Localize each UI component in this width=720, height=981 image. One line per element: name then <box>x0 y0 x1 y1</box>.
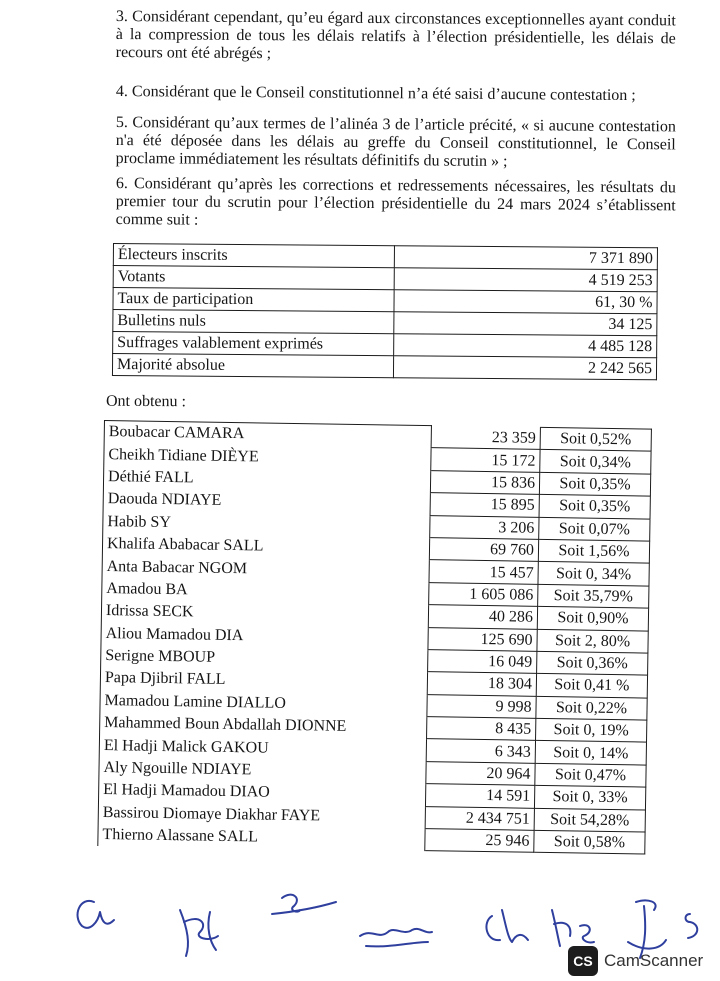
paragraph-3: 3. Considérant cependant, qu’eu égard aux circonstances exceptionnelles ayant conduit à la compression de tous les délais relatifs à l’élection présidentielle, les délais de recours ont été abrégés ; <box>115 8 676 63</box>
candidate-name: Thierno Alassane SALL <box>98 823 425 851</box>
signature-3 <box>272 895 336 914</box>
candidate-percentage: Soit 0,58% <box>534 830 645 854</box>
stats-label: Suffrages valablement exprimés <box>113 332 394 356</box>
candidate-votes: 15 895 <box>430 493 539 517</box>
stats-value: 4 519 253 <box>394 268 657 292</box>
candidate-votes: 18 304 <box>427 672 536 696</box>
signature-6 <box>552 910 594 946</box>
stats-label: Taux de participation <box>113 288 394 312</box>
candidate-votes: 9 998 <box>427 694 536 718</box>
candidate-percentage: Soit 0,90% <box>537 606 648 630</box>
candidate-votes: 14 591 <box>425 784 534 808</box>
candidate-percentage: Soit 1,56% <box>538 539 649 563</box>
candidate-percentage: Soit 35,79% <box>538 584 649 608</box>
candidate-percentage: Soit 0, 33% <box>534 786 645 810</box>
candidate-percentage: Soit 0,22% <box>536 696 647 720</box>
election-stats-table <box>112 243 658 380</box>
signature-8 <box>686 914 698 938</box>
paragraph-4: 4. Considérant que le Conseil constitutionnel n’a été saisi d’aucune contestation ; <box>115 83 636 105</box>
candidate-name: Aly Ngouille NDIAYE <box>99 756 426 784</box>
candidate-name: Bassirou Diomaye Diakhar FAYE <box>98 801 425 829</box>
candidate-name: Anta Babacar NGOM <box>102 555 429 583</box>
paragraph-5: 5. Considérant qu’aux termes de l’alinéa 3 de l’article précité, « si aucune contestation n'a été déposée dans les délais au greffe du Conseil constitutionnel, le Conseil proclame immédiatement les résultats définitifs du scrutin » ; <box>115 114 676 171</box>
candidate-votes: 25 946 <box>425 829 534 853</box>
signature-2 <box>180 910 218 956</box>
camscanner-logo-icon: CS <box>568 946 598 976</box>
candidate-votes: 40 286 <box>428 605 537 629</box>
stats-value: 7 371 890 <box>394 246 657 270</box>
candidate-name: Serigne MBOUP <box>101 644 428 672</box>
candidate-percentage: Soit 0,41 % <box>536 674 647 698</box>
stats-label: Votants <box>113 266 394 290</box>
candidate-name: Khalifa Ababacar SALL <box>102 532 429 560</box>
candidate-votes: 2 434 751 <box>425 806 534 830</box>
candidate-votes: 15 457 <box>429 560 538 584</box>
candidate-name: Mamadou Lamine DIALLO <box>100 689 427 717</box>
candidate-name: Papa Djibril FALL <box>100 667 427 695</box>
candidate-percentage: Soit 0,34% <box>540 450 651 474</box>
signature-1 <box>78 901 114 928</box>
candidate-name: Déthié FALL <box>103 465 430 493</box>
candidate-votes: 23 359 <box>431 426 540 450</box>
candidate-votes: 3 206 <box>430 515 539 539</box>
candidate-name: El Hadji Mamadou DIAO <box>99 779 426 807</box>
candidate-name: Idrissa SECK <box>101 600 428 628</box>
results-intro-label: Ont obtenu : <box>105 392 187 411</box>
candidate-votes: 8 435 <box>427 717 536 741</box>
paragraph-6: 6. Considérant qu’après les corrections et redressements nécessaires, les résultats du premier tour du scrutin pour l’élection présidentielle du 24 mars 2024 s’établissent comme suit : <box>115 175 676 229</box>
candidate-percentage: Soit 54,28% <box>534 808 645 832</box>
stats-value: 34 125 <box>394 312 657 336</box>
stats-value: 61, 30 % <box>394 290 657 314</box>
candidate-name: Cheikh Tidiane DIÈYE <box>104 443 431 471</box>
signature-5 <box>486 910 528 942</box>
candidate-percentage: Soit 0,47% <box>535 763 646 787</box>
camscanner-label: CamScanner <box>604 951 704 970</box>
candidate-votes: 6 343 <box>426 739 535 763</box>
candidate-percentage: Soit 0, 14% <box>535 741 646 765</box>
candidate-name: Boubacar CAMARA <box>104 421 431 449</box>
candidate-votes: 125 690 <box>428 627 537 651</box>
candidate-votes: 1 605 086 <box>429 582 538 606</box>
stats-label: Électeurs inscrits <box>113 244 394 268</box>
candidate-results-table <box>97 420 652 855</box>
candidate-percentage: Soit 0,35% <box>539 495 650 519</box>
candidate-name: Mahammed Boun Abdallah DIONNE <box>100 712 427 740</box>
candidate-percentage: Soit 0,52% <box>540 427 651 451</box>
candidate-name: Aliou Mamadou DIA <box>101 622 428 650</box>
candidate-name: El Hadji Malick GAKOU <box>99 734 426 762</box>
candidate-percentage: Soit 0,35% <box>539 472 650 496</box>
candidate-votes: 16 049 <box>428 650 537 674</box>
signature-4 <box>360 929 432 947</box>
stats-label: Majorité absolue <box>112 354 393 378</box>
candidate-percentage: Soit 0, 19% <box>536 718 647 742</box>
candidate-name: Daouda NDIAYE <box>103 488 430 516</box>
candidate-votes: 20 964 <box>426 761 535 785</box>
candidate-percentage: Soit 0,36% <box>537 651 648 675</box>
candidate-votes: 69 760 <box>429 538 538 562</box>
stats-value: 4 485 128 <box>394 334 657 358</box>
candidate-percentage: Soit 2, 80% <box>537 629 648 653</box>
candidate-percentage: Soit 0, 34% <box>538 562 649 586</box>
stats-label: Bulletins nuls <box>113 310 394 334</box>
stats-value: 2 242 565 <box>393 356 656 380</box>
stats-row <box>112 354 656 380</box>
candidate-percentage: Soit 0,07% <box>539 517 650 541</box>
candidate-votes: 15 836 <box>430 470 539 494</box>
candidate-votes: 15 172 <box>431 448 540 472</box>
candidate-name: Amadou BA <box>102 577 429 605</box>
camscanner-watermark <box>568 946 703 976</box>
candidate-name: Habib SY <box>103 510 430 538</box>
